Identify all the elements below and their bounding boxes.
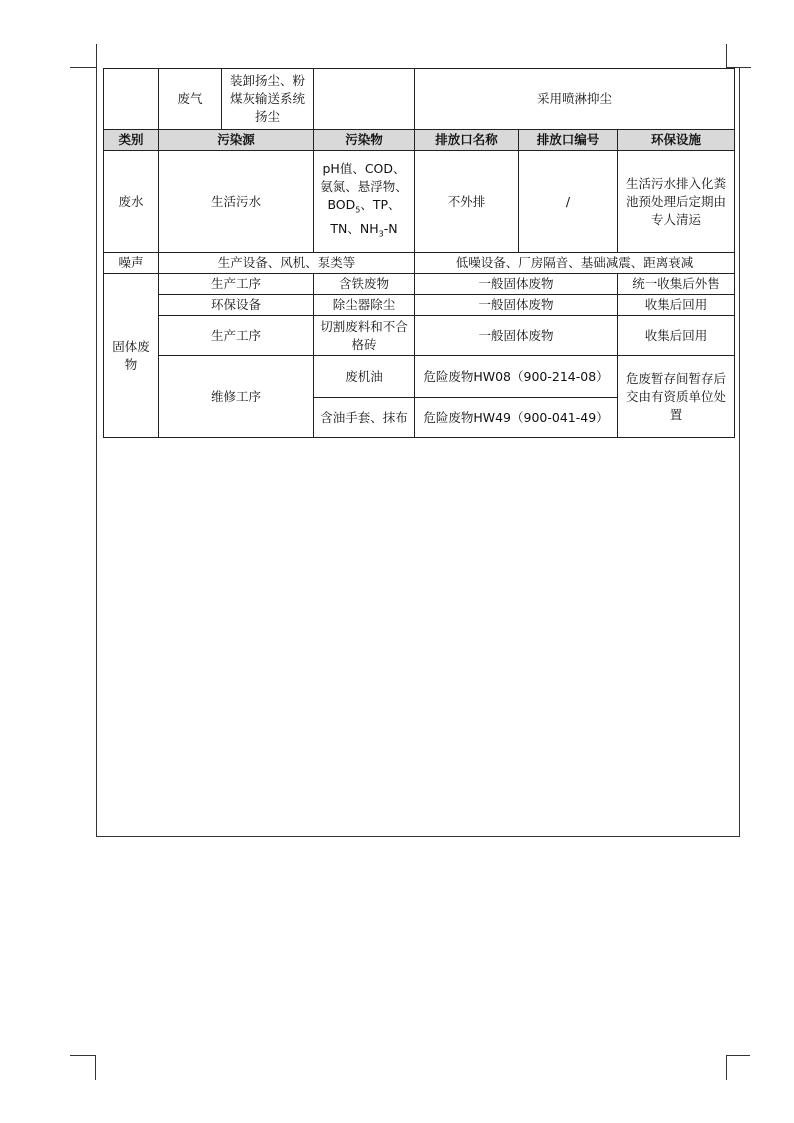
cell-waste-type: 危险废物HW08（900-214-08） [415,356,618,398]
table-row-solid [104,316,735,356]
cell-pollutant [314,69,415,130]
crop-mark [726,44,727,68]
cell-empty [104,69,159,130]
cell-waste-type: 一般固体废物 [415,274,618,295]
subscript: 5 [355,205,361,215]
table-row-water [104,151,735,253]
cell-pollutant: 切割废料和不合格砖 [314,316,415,356]
cell-outlet-no: / [519,151,618,253]
table-row-solid [104,295,735,316]
table-row-solid [104,274,735,295]
header-source: 污染源 [159,130,314,151]
cell-pollutant: 含油手套、抹布 [314,398,415,438]
cell-facility: 生活污水排入化粪池预处理后定期由专人清运 [618,151,735,253]
crop-mark [726,1055,750,1056]
crop-mark [96,44,97,68]
cell-source: 生活污水 [159,151,314,253]
pollutant-text: pH值、COD、氨氮、悬浮物、BOD [320,161,408,212]
cell-facility: 统一收集后外售 [618,274,735,295]
table-row-solid [104,356,735,398]
crop-mark [70,67,96,68]
pollutant-text: 、TP、TN、NH [330,197,401,236]
cell-source: 装卸扬尘、粉煤灰输送系统扬尘 [222,69,314,130]
cell-source: 生产工序 [159,316,314,356]
cell-waste-type: 危险废物HW49（900-041-49） [415,398,618,438]
cell-facility: 低噪设备、厂房隔音、基础减震、距离衰减 [415,253,735,274]
cell-facility: 危废暂存间暂存后交由有资质单位处置 [618,356,735,438]
cell-source: 维修工序 [159,356,314,438]
crop-mark [726,1055,727,1080]
header-outlet-name: 排放口名称 [415,130,519,151]
cell-category: 噪声 [104,253,159,274]
pollutant-text: -N [383,220,398,236]
header-category: 类别 [104,130,159,151]
cell-waste-type: 一般固体废物 [415,316,618,356]
cell-pollutant [314,151,415,253]
cell-facility: 收集后回用 [618,295,735,316]
crop-mark [95,1055,96,1080]
cell-pollutant: 除尘器除尘 [314,295,415,316]
cell-facility: 采用喷淋抑尘 [415,69,735,130]
table-header-row [104,130,735,151]
cell-source: 环保设备 [159,295,314,316]
cell-outlet-name: 不外排 [415,151,519,253]
cell-source: 生产设备、风机、泵类等 [159,253,415,274]
cell-pollutant: 含铁废物 [314,274,415,295]
table-row-noise [104,253,735,274]
cell-category: 固体废物 [104,274,159,438]
pollution-table [103,68,735,438]
cell-pollutant: 废机油 [314,356,415,398]
subscript: 3 [378,229,384,238]
cell-facility: 收集后回用 [618,316,735,356]
cell-category: 废水 [104,151,159,253]
header-facility: 环保设施 [618,130,735,151]
header-outlet-no: 排放口编号 [519,130,618,151]
header-pollutant: 污染物 [314,130,415,151]
cell-source: 生产工序 [159,274,314,295]
cell-waste-type: 一般固体废物 [415,295,618,316]
table-row-air [104,69,735,130]
cell-category: 废气 [159,69,222,130]
crop-mark [70,1055,96,1056]
